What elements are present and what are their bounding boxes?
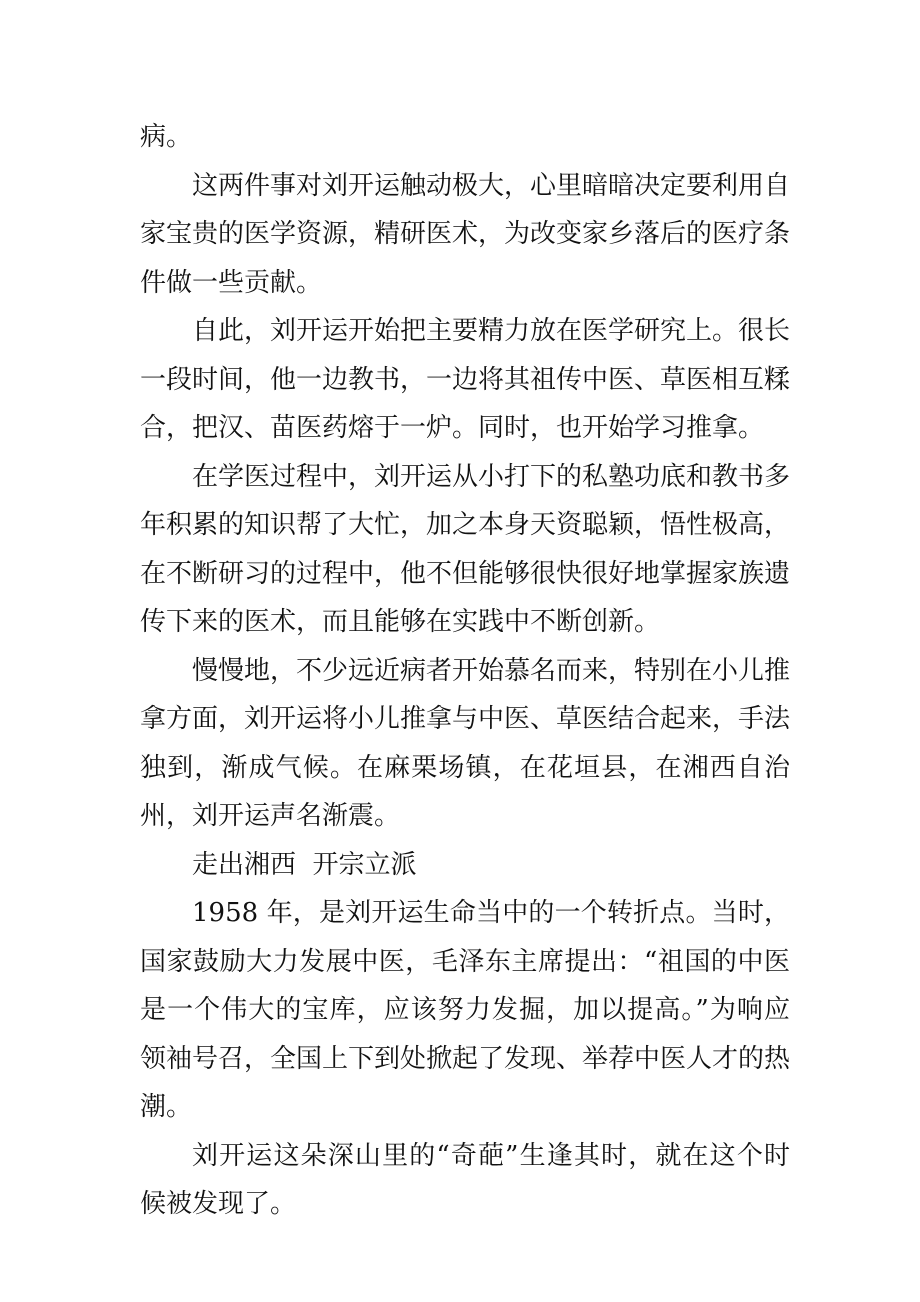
paragraph: 自此，刘开运开始把主要精力放在医学研究上。很长一段时间，他一边教书，一边将其祖传中医、草医相互糅合，把汉、苗医药熔于一炉。同时，也开始学习推拿。 [140,316,791,443]
section-heading: 走出湘西 开宗立派 [192,849,417,880]
paragraph: 这两件事对刘开运触动极大，心里暗暗决定要利用自家宝贵的医学资源，精研医术，为改变家乡落后的医疗条件做一些贡献。 [140,170,791,298]
paragraph: 在学医过程中，刘开运从小打下的私塾功底和教书多年积累的知识帮了大忙，加之本身天资聪颖，悟性极高，在不断研习的过程中，他不但能够很快很好地掌握家族遗传下来的医术，而且能够在实践中不断创新。 [140,461,791,637]
paragraph-continuation: 病。 [140,122,193,152]
body-text [140,113,790,1229]
paragraph: 慢慢地，不少远近病者开始慕名而来，特别在小儿推拿方面，刘开运将小儿推拿与中医、草医结合起来，手法独到，渐成气候。在麻栗场镇，在花垣县，在湘西自治州，刘开运声名渐震。 [140,655,791,831]
paragraph: 1958 年，是刘开运生命当中的一个转折点。当时，国家鼓励大力发展中医，毛泽东主席提出：“祖国的中医是一个伟大的宝库，应该努力发掘，加以提高。”为响应领袖号召，全国上下到处掀起了发现、举荐中医人才的热潮。 [140,898,791,1122]
paragraph: 刘开运这朵深山里的“奇葩”生逢其时，就在这个时候被发现了。 [140,1140,790,1219]
